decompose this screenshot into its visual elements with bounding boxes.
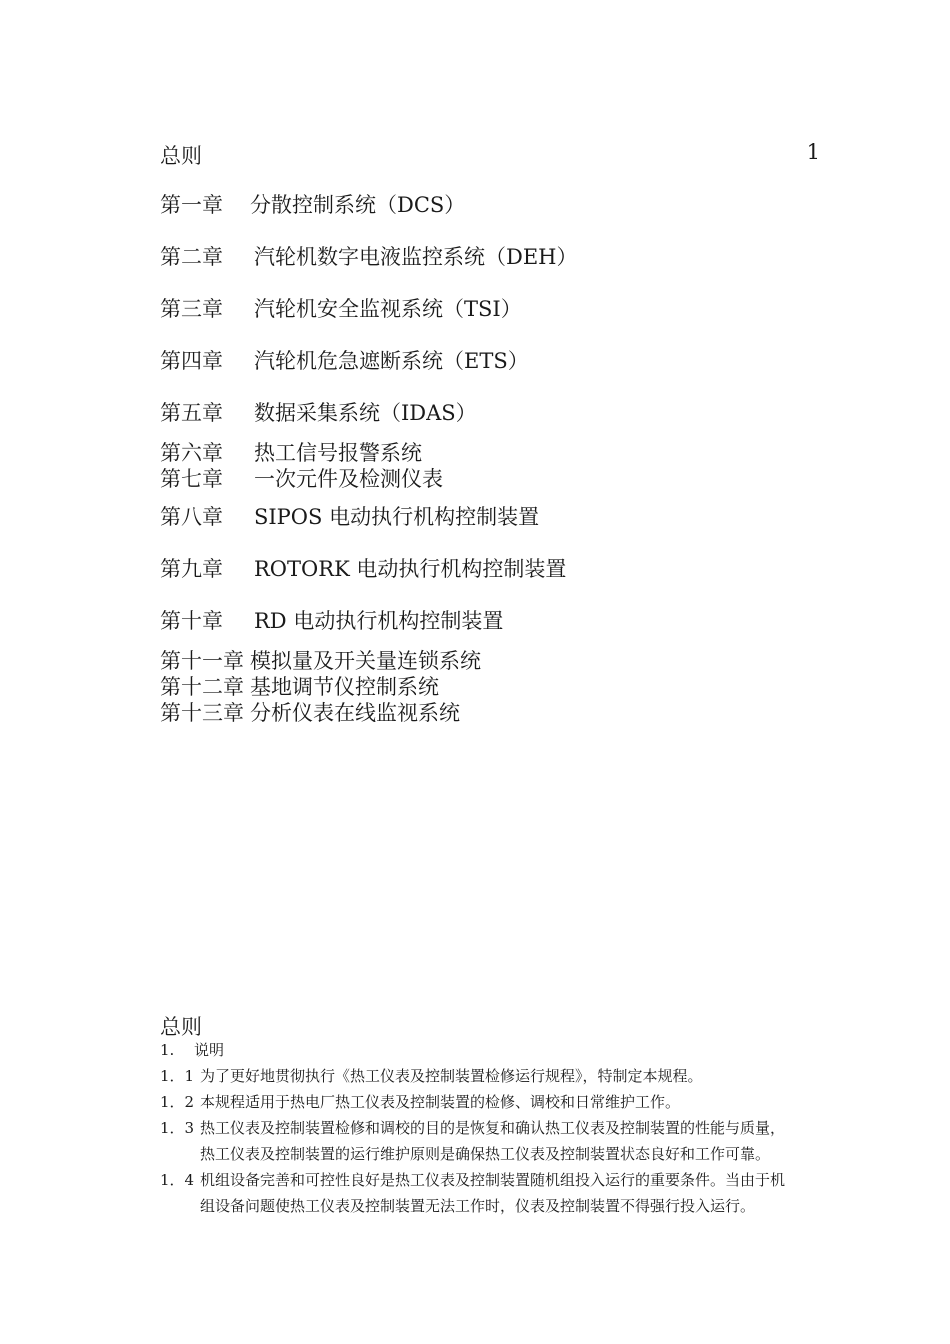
paragraph-number: 1．2 — [160, 1093, 195, 1111]
toc-chapter: 第六章 — [160, 441, 223, 465]
toc-chapter: 第七章 — [160, 467, 223, 491]
section-heading-text: 说明 — [194, 1041, 225, 1059]
toc-title: ROTORK 电动执行机构控制装置 — [254, 557, 567, 581]
paragraph-text-continued: 组设备问题使热工仪表及控制装置无法工作时，仪表及控制装置不得强行投入运行。 — [200, 1197, 756, 1215]
toc-header-label: 总则 — [160, 144, 202, 168]
toc-chapter: 第二章 — [160, 245, 223, 269]
toc-title: 数据采集系统（IDAS） — [254, 401, 477, 425]
toc-title: RD 电动执行机构控制装置 — [254, 609, 504, 633]
toc-header — [160, 140, 820, 168]
toc-title: 分析仪表在线监视系统 — [250, 701, 460, 725]
paragraph-number: 1．3 — [160, 1119, 195, 1137]
toc-item-7 — [160, 465, 443, 493]
toc-chapter: 第五章 — [160, 401, 223, 425]
toc-item-9 — [160, 555, 566, 583]
paragraph-text: 为了更好地贯彻执行《热工仪表及控制装置检修运行规程》，特制定本规程。 — [200, 1067, 703, 1085]
toc-item-1 — [160, 191, 465, 219]
toc-item-3 — [160, 295, 522, 323]
toc-chapter: 第四章 — [160, 349, 223, 373]
toc-chapter: 第十一章 — [160, 649, 244, 673]
toc-title: SIPOS 电动执行机构控制装置 — [254, 505, 540, 529]
toc-title: 一次元件及检测仪表 — [254, 467, 443, 491]
paragraph-1-4 — [160, 1167, 785, 1219]
toc-title: 模拟量及开关量连锁系统 — [250, 649, 481, 673]
paragraph-text: 机组设备完善和可控性良好是热工仪表及控制装置随机组投入运行的重要条件。当由于机 — [200, 1171, 786, 1189]
toc-chapter: 第十章 — [160, 609, 223, 633]
paragraph-number: 1．4 — [160, 1171, 195, 1189]
toc-item-11 — [160, 647, 481, 675]
section-heading-number: 1. — [160, 1041, 175, 1059]
section-heading — [160, 1037, 224, 1063]
paragraph-1-2 — [160, 1089, 680, 1115]
toc-title: 基地调节仪控制系统 — [250, 675, 439, 699]
toc-title: 分散控制系统（DCS） — [250, 193, 466, 217]
section-title: 总则 — [160, 1015, 202, 1039]
paragraph-text-continued: 热工仪表及控制装置的运行维护原则是确保热工仪表及控制装置状态良好和工作可靠。 — [200, 1145, 771, 1163]
toc-title: 汽轮机安全监视系统（TSI） — [254, 297, 522, 321]
toc-title: 汽轮机数字电液监控系统（DEH） — [254, 245, 578, 269]
toc-title: 汽轮机危急遮断系统（ETS） — [254, 349, 529, 373]
toc-item-10 — [160, 607, 503, 635]
toc-item-13 — [160, 699, 460, 727]
toc-item-5 — [160, 399, 477, 427]
toc-chapter: 第十三章 — [160, 701, 244, 725]
toc-chapter: 第一章 — [160, 193, 223, 217]
toc-title: 热工信号报警系统 — [254, 441, 422, 465]
toc-chapter: 第九章 — [160, 557, 223, 581]
toc-chapter: 第十二章 — [160, 675, 244, 699]
toc-item-2 — [160, 243, 577, 271]
paragraph-1-3 — [160, 1115, 785, 1167]
paragraph-text: 热工仪表及控制装置检修和调校的目的是恢复和确认热工仪表及控制装置的性能与质量， — [200, 1119, 786, 1137]
paragraph-number: 1．1 — [160, 1067, 195, 1085]
toc-header-page: 1 — [806, 140, 820, 164]
paragraph-text: 本规程适用于热电厂热工仪表及控制装置的检修、调校和日常维护工作。 — [200, 1093, 681, 1111]
paragraph-1-1 — [160, 1063, 703, 1089]
toc-chapter: 第八章 — [160, 505, 223, 529]
toc-item-12 — [160, 673, 439, 701]
toc-chapter: 第三章 — [160, 297, 223, 321]
toc-item-6 — [160, 439, 422, 467]
toc-item-8 — [160, 503, 539, 531]
toc-item-4 — [160, 347, 529, 375]
